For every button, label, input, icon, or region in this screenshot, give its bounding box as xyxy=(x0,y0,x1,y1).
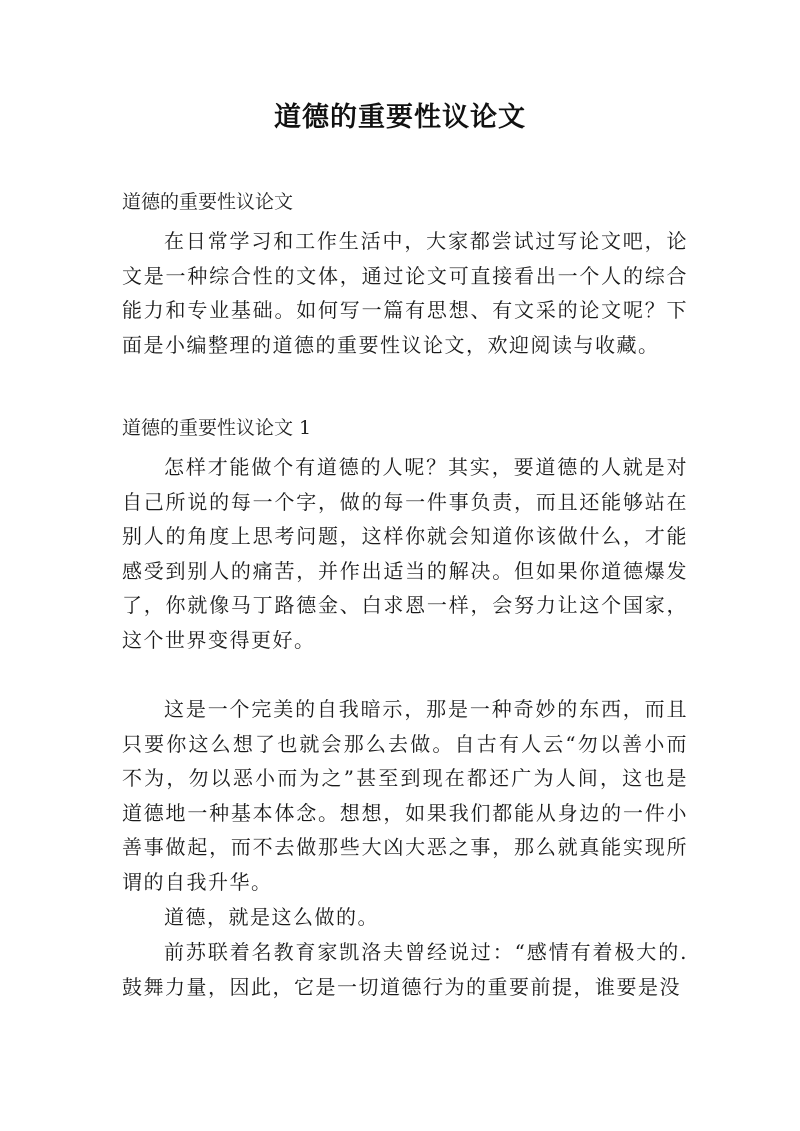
document-title: 道德的重要性议论文 xyxy=(274,102,526,133)
essay1-paragraph-3: 道德，就是这么做的。 xyxy=(164,905,379,929)
essay1-paragraph-1: 怎样才能做个有道德的人呢？其实，要道德的人就是对自己所说的每一个字，做的每一件事负责，而且还能够站在别人的角度上思考问题，这样你就会知道你该做什么，才能感受到别人的痛苦，并作出适当的解决。但如果你道德爆发了，你就像马丁路德金、白求恩一样，会努力让这个国家，这个世界变得更好。 xyxy=(122,455,688,652)
essay1-paragraph-2: 这是一个完美的自我暗示，那是一种奇妙的东西，而且只要你这么想了也就会那么去做。自古有人云“勿以善小而不为，勿以恶小而为之”甚至到现在都还广为人间，这也是道德地一种基本体念。想想，如果我们都能从身边的一件小善事做起，而不去做那些大凶大恶之事，那么就真能实现所谓的自我升华。 xyxy=(122,697,688,894)
intro-paragraph: 在日常学习和工作生活中，大家都尝试过写论文吧，论文是一种综合性的文体，通过论文可直接看出一个人的综合能力和专业基础。如何写一篇有思想、有文采的论文呢？下面是小编整理的道德的重要性议论文，欢迎阅读与收藏。 xyxy=(122,229,688,357)
intro-heading: 道德的重要性议论文 xyxy=(122,191,294,213)
essay1-heading: 道德的重要性议论文 1 xyxy=(122,417,312,439)
essay1-paragraph-4: 前苏联着名教育家凯洛夫曾经说过：“感情有着极大的.鼓舞力量，因此，它是一切道德行为的重要前提，谁要是没 xyxy=(122,940,688,999)
